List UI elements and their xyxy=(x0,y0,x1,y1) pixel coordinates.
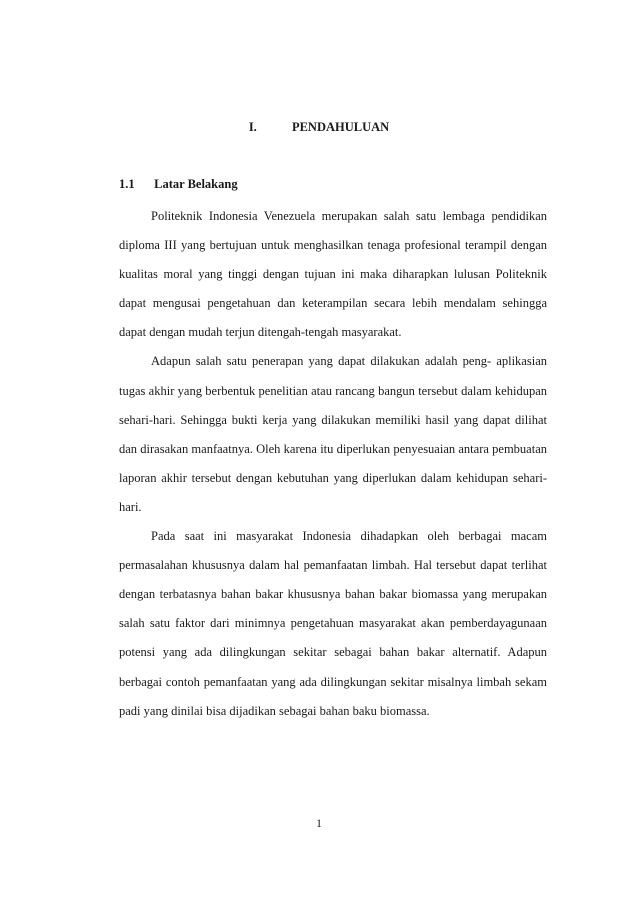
page-number: 1 xyxy=(316,816,322,830)
body-text xyxy=(119,202,547,726)
paragraph: Adapun salah satu penerapan yang dapat dilakukan adalah peng- aplikasian tugas akhir yang berbentuk penelitian atau rancang bangun tersebut dalam kehidupan sehari-hari. Sehingga bukti kerja yang dilakukan memiliki hasil yang dapat dilihat dan dirasakan manfaatnya. Oleh karena itu diperlukan penyesuaian antara pembuatan laporan akhir tersebut dengan kebutuhan yang diperlukan dalam kehidupan sehari-hari. xyxy=(119,354,547,514)
section-heading xyxy=(119,177,238,192)
chapter-heading xyxy=(0,120,638,135)
paragraph: Pada saat ini masyarakat Indonesia dihadapkan oleh berbagai macam permasalahan khususnya dalam hal pemanfaatan limbah. Hal tersebut dapat terlihat dengan terbatasnya bahan bakar khususnya bahan bakar biomassa yang merupakan salah satu faktor dari minimnya pengetahuan masyarakat akan pemberdayagunaan potensi yang ada dilingkungan sekitar sebagai bahan bakar alternatif. Adapun berbagai contoh pemanfaatan yang ada dilingkungan sekitar misalnya limbah sekam padi yang dinilai bisa dijadikan sebagai bahan baku biomassa. xyxy=(119,529,547,718)
chapter-title: PENDAHULUAN xyxy=(291,120,390,134)
section-title: Latar Belakang xyxy=(154,177,238,191)
paragraph: Politeknik Indonesia Venezuela merupakan salah satu lembaga pendidikan diploma III yang bertujuan untuk menghasilkan tenaga profesional terampil dengan kualitas moral yang tinggi dengan tujuan ini maka diharapkan lulusan Politeknik dapat mengusai pengetahuan dan keterampilan secara lebih mendalam sehingga dapat dengan mudah terjun ditengah-tengah masyarakat. xyxy=(119,209,547,340)
section-number: 1.1 xyxy=(119,177,135,191)
chapter-number: I. xyxy=(248,120,257,134)
